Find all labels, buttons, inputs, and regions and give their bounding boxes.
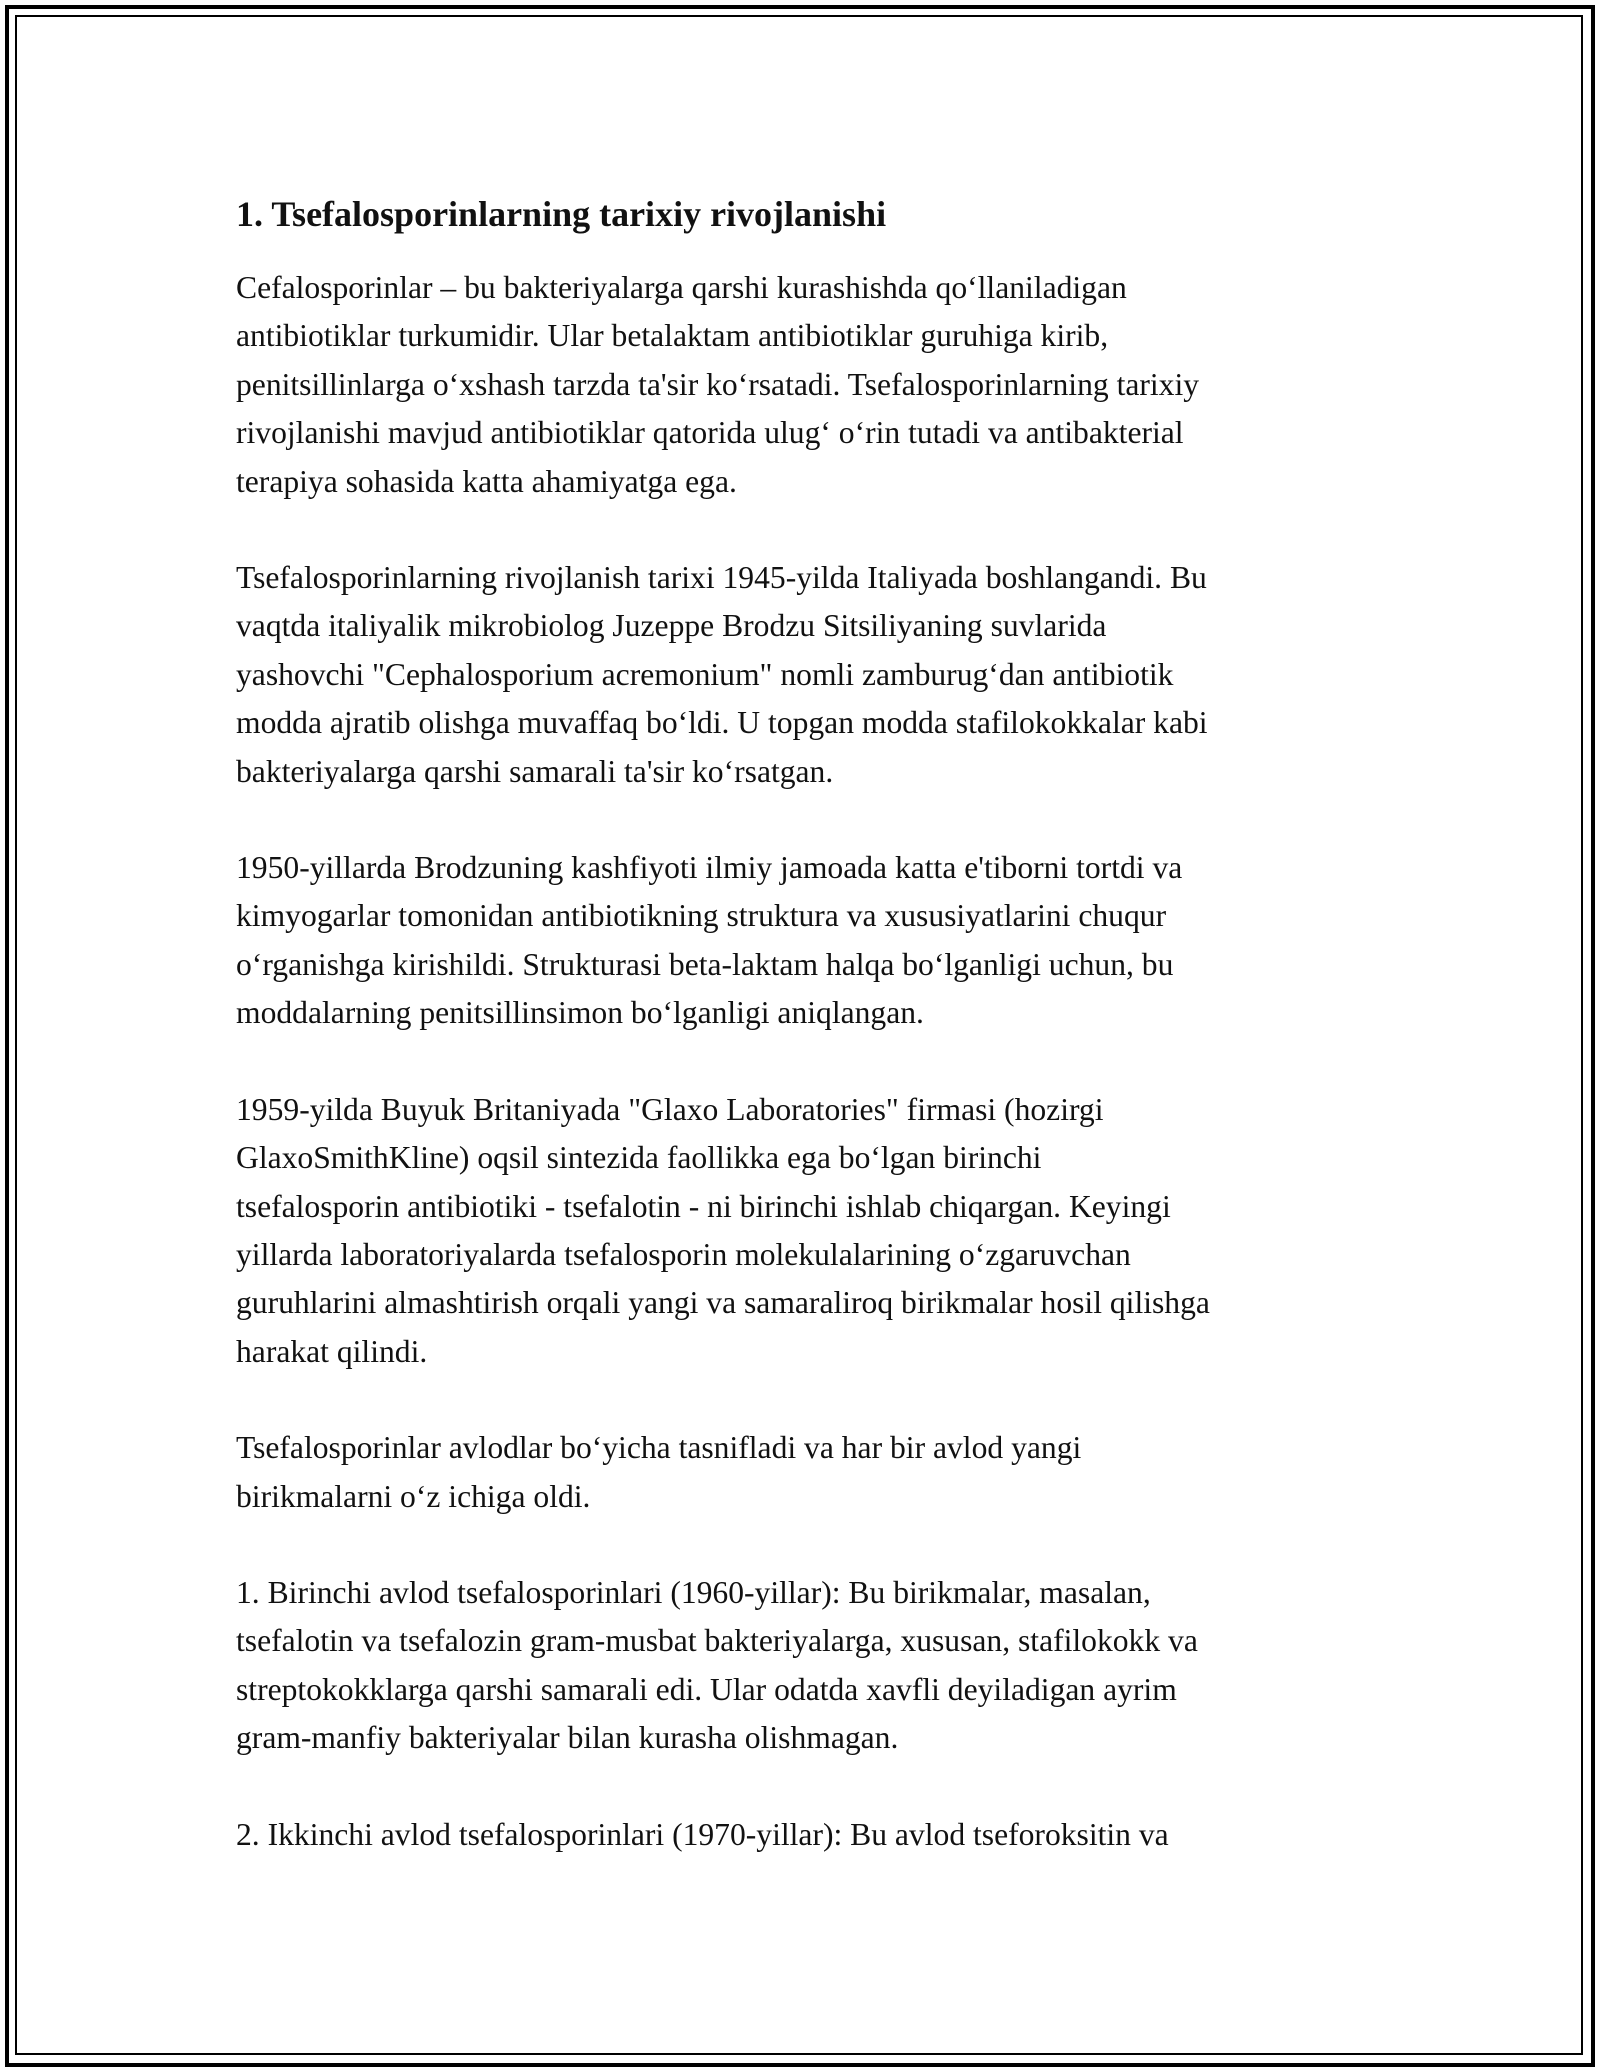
paragraph-generations: Tsefalosporinlar avlodlar bo‘yicha tasnifladi va har bir avlod yangi birikmalarni o‘z ichiga oldi. [236, 1430, 1082, 1514]
paragraph-intro: Cefalosporinlar – bu bakteriyalarga qarshi kurashishda qo‘llaniladigan antibiotiklar turkumidir. Ular betalaktam antibiotiklar guruhiga kirib, penitsillinlarga o‘xshash tarzda ta'sir ko‘rsatadi. Tsefalosporinlarning tarixiy rivojlanishi mavjud antibiotiklar qatorida ulug‘ o‘rin tutadi va antibakterial terapiya sohasida katta ahamiyatga ega. [236, 270, 1200, 499]
paragraph-history-1945: Tsefalosporinlarning rivojlanish tarixi 1945-yilda Italiyada boshlangandi. Bu vaqtda italiyalik mikrobiolog Juzeppe Brodzu Sitsiliyaning suvlarida yashovchi "Cephalosporium acremonium" nomli zamburug‘dan antibiotik modda ajratib olishga muvaffaq bo‘ldi. U topgan modda stafilokokkalar kabi bakteriyalarga qarshi samarali ta'sir ko‘rsatgan. [236, 560, 1208, 789]
paragraph-second-generation: 2. Ikkinchi avlod tsefalosporinlari (1970-yillar): Bu avlod tseforoksitin va [236, 1816, 1169, 1852]
document-title: 1. Tsefalosporinlarning tarixiy rivojlanishi [236, 194, 887, 234]
document-body [236, 186, 1376, 1907]
paragraph-first-generation: 1. Birinchi avlod tsefalosporinlari (1960-yillar): Bu birikmalar, masalan, tsefalotin va tsefalozin gram-musbat bakteriyalarga, xususan, stafilokokk va streptokokklarga qarshi samarali edi. Ular odatda xavfli deyiladigan ayrim gram-manfiy bakteriyalar bilan kurasha olishmagan. [236, 1574, 1198, 1756]
paragraph-history-1959: 1959-yilda Buyuk Britaniyada "Glaxo Laboratories" firmasi (hozirgi GlaxoSmithKline) oqsil sintezida faollikka ega bo‘lgan birinchi tsefalosporin antibiotiki - tsefalotin - ni birinchi ishlab chiqargan. Keyingi yillarda laboratoriyalarda tsefalosporin molekulalarining o‘zgaruvchan guruhlarini almashtirish orqali yangi va samaraliroq birikmalar hosil qilishga harakat qilindi. [236, 1091, 1210, 1369]
paragraph-history-1950s: 1950-yillarda Brodzuning kashfiyoti ilmiy jamoada katta e'tiborni tortdi va kimyogarlar tomonidan antibiotikning struktura va xususiyatlarini chuqur o‘rganishga kirishildi. Strukturasi beta-laktam halqa bo‘lganligi uchun, bu moddalarning penitsillinsimon bo‘lganligi aniqlangan. [236, 850, 1183, 1031]
